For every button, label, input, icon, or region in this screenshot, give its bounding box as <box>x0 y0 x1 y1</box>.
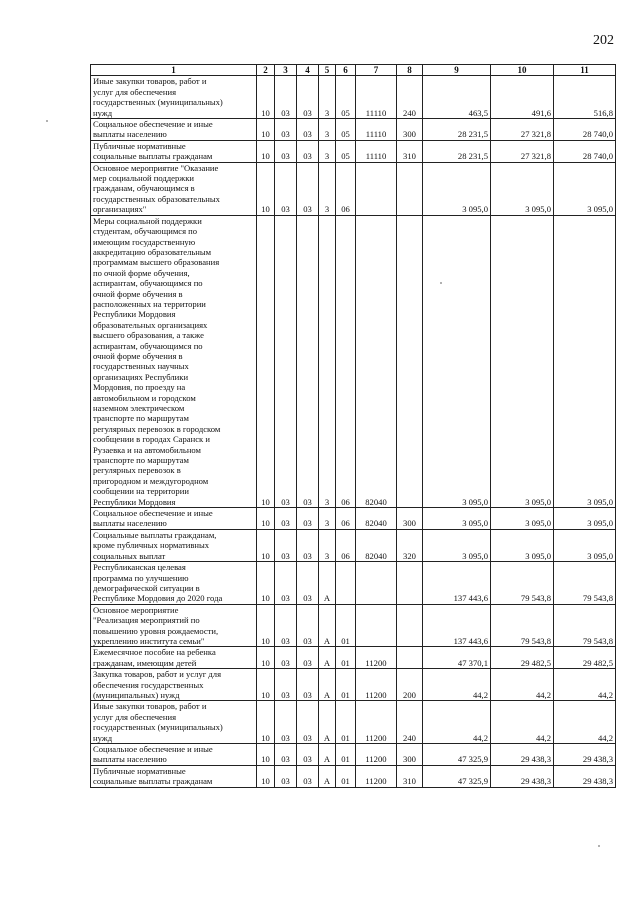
amount-col-11: 3 095,0 <box>554 508 616 530</box>
amount-col-9: 463,5 <box>423 76 491 119</box>
amount-col-10: 3 095,0 <box>491 529 554 561</box>
amount-col-9: 47 370,1 <box>423 647 491 669</box>
amount-col-9: 44,2 <box>423 701 491 744</box>
expense-type-code <box>397 215 423 507</box>
section-code: 10 <box>257 119 275 141</box>
expense-type-code: 300 <box>397 508 423 530</box>
row-name: Основное мероприятие "Реализация мероприятий по повышению уровня рождаемости, укреплению института семьи" <box>91 604 257 647</box>
measure-code: 01 <box>336 647 356 669</box>
subprogram-code: А <box>319 562 336 605</box>
subsection-code: 03 <box>275 701 297 744</box>
amount-col-11: 79 543,8 <box>554 562 616 605</box>
table-row <box>91 162 616 215</box>
row-name: Ежемесячное пособие на ребенка гражданам, имеющим детей <box>91 647 257 669</box>
column-header: 8 <box>397 65 423 76</box>
row-name: Закупка товаров, работ и услуг для обеспечения государственных (муниципальных) нужд <box>91 669 257 701</box>
column-header: 9 <box>423 65 491 76</box>
subprogram-code: 3 <box>319 119 336 141</box>
amount-col-10: 3 095,0 <box>491 508 554 530</box>
amount-col-10: 29 482,5 <box>491 647 554 669</box>
column-header: 7 <box>356 65 397 76</box>
subprogram-code: 3 <box>319 76 336 119</box>
expense-type-code <box>397 162 423 215</box>
program-code: 03 <box>297 701 319 744</box>
expense-type-code: 200 <box>397 669 423 701</box>
subsection-code: 03 <box>275 76 297 119</box>
amount-col-9: 3 095,0 <box>423 215 491 507</box>
expense-type-code <box>397 604 423 647</box>
section-code: 10 <box>257 701 275 744</box>
subsection-code: 03 <box>275 669 297 701</box>
amount-col-11: 516,8 <box>554 76 616 119</box>
scan-speck <box>598 845 600 847</box>
column-header: 10 <box>491 65 554 76</box>
direction-code <box>356 562 397 605</box>
direction-code: 82040 <box>356 215 397 507</box>
direction-code: 11200 <box>356 669 397 701</box>
program-code: 03 <box>297 119 319 141</box>
page-number: 202 <box>593 33 614 48</box>
amount-col-9: 3 095,0 <box>423 162 491 215</box>
row-name: Иные закупки товаров, работ и услуг для обеспечения государственных (муниципальных) нужд <box>91 701 257 744</box>
program-code: 03 <box>297 765 319 787</box>
amount-col-10: 79 543,8 <box>491 562 554 605</box>
subprogram-code: 3 <box>319 140 336 162</box>
subprogram-code: А <box>319 765 336 787</box>
table-row <box>91 215 616 507</box>
amount-col-11: 3 095,0 <box>554 215 616 507</box>
subsection-code: 03 <box>275 508 297 530</box>
amount-col-9: 3 095,0 <box>423 508 491 530</box>
section-code: 10 <box>257 744 275 766</box>
section-code: 10 <box>257 529 275 561</box>
table-row <box>91 76 616 119</box>
amount-col-11: 29 482,5 <box>554 647 616 669</box>
expense-type-code: 240 <box>397 701 423 744</box>
amount-col-11: 79 543,8 <box>554 604 616 647</box>
section-code: 10 <box>257 765 275 787</box>
expense-type-code: 240 <box>397 76 423 119</box>
measure-code <box>336 562 356 605</box>
amount-col-10: 44,2 <box>491 701 554 744</box>
subsection-code: 03 <box>275 119 297 141</box>
direction-code: 11200 <box>356 647 397 669</box>
subsection-code: 03 <box>275 647 297 669</box>
row-name: Публичные нормативные социальные выплаты гражданам <box>91 140 257 162</box>
measure-code: 01 <box>336 765 356 787</box>
subsection-code: 03 <box>275 604 297 647</box>
subsection-code: 03 <box>275 562 297 605</box>
section-code: 10 <box>257 604 275 647</box>
program-code: 03 <box>297 76 319 119</box>
column-header: 3 <box>275 65 297 76</box>
program-code: 03 <box>297 562 319 605</box>
table-row <box>91 119 616 141</box>
direction-code: 11110 <box>356 119 397 141</box>
amount-col-10: 29 438,3 <box>491 744 554 766</box>
subsection-code: 03 <box>275 765 297 787</box>
amount-col-9: 28 231,5 <box>423 119 491 141</box>
subprogram-code: 3 <box>319 162 336 215</box>
subprogram-code: 3 <box>319 508 336 530</box>
program-code: 03 <box>297 508 319 530</box>
amount-col-10: 27 321,8 <box>491 119 554 141</box>
section-code: 10 <box>257 669 275 701</box>
column-header: 2 <box>257 65 275 76</box>
program-code: 03 <box>297 669 319 701</box>
direction-code: 11200 <box>356 701 397 744</box>
amount-col-11: 44,2 <box>554 669 616 701</box>
amount-col-9: 137 443,6 <box>423 604 491 647</box>
subsection-code: 03 <box>275 140 297 162</box>
direction-code: 82040 <box>356 508 397 530</box>
amount-col-9: 3 095,0 <box>423 529 491 561</box>
measure-code: 06 <box>336 215 356 507</box>
expense-type-code: 320 <box>397 529 423 561</box>
row-name: Социальные выплаты гражданам, кроме публичных нормативных социальных выплат <box>91 529 257 561</box>
table-row <box>91 529 616 561</box>
measure-code: 01 <box>336 744 356 766</box>
amount-col-11: 29 438,3 <box>554 744 616 766</box>
section-code: 10 <box>257 162 275 215</box>
measure-code: 05 <box>336 76 356 119</box>
expense-type-code <box>397 562 423 605</box>
amount-col-9: 137 443,6 <box>423 562 491 605</box>
amount-col-11: 28 740,0 <box>554 119 616 141</box>
program-code: 03 <box>297 744 319 766</box>
program-code: 03 <box>297 647 319 669</box>
expense-type-code: 310 <box>397 765 423 787</box>
direction-code: 11110 <box>356 140 397 162</box>
amount-col-11: 3 095,0 <box>554 162 616 215</box>
amount-col-10: 491,6 <box>491 76 554 119</box>
program-code: 03 <box>297 140 319 162</box>
direction-code: 11200 <box>356 765 397 787</box>
row-name: Республиканская целевая программа по улучшению демографической ситуации в Республике Мордовия до 2020 года <box>91 562 257 605</box>
row-name: Меры социальной поддержки студентам, обучающимся по имеющим государственную аккредитацию образовательным программам высшего образования по очной форме обучения, аспирантам, обучающимся по очной форме обучения в расположенных на территории Республики Мордовия образовательных организациях высшего образования, а также аспирантам, обучающимся по очной форме обучения в государственных научных организациях Республики Мордовия, по проезду на автомобильном и городском наземном электрическом транспорте по маршрутам регулярных перевозок в городском сообщении в городах Саранск и Рузаевка и на автомобильном транспорте по маршрутам регулярных перевозок в пригородном и междугородном сообщении на территории Республики Мордовия <box>91 215 257 507</box>
table-row <box>91 508 616 530</box>
program-code: 03 <box>297 529 319 561</box>
row-name: Основное мероприятие "Оказание мер социальной поддержки гражданам, обучающимся в государственных образовательных организациях" <box>91 162 257 215</box>
row-name: Социальное обеспечение и иные выплаты населению <box>91 119 257 141</box>
direction-code: 82040 <box>356 529 397 561</box>
table-row <box>91 744 616 766</box>
amount-col-11: 44,2 <box>554 701 616 744</box>
amount-col-10: 29 438,3 <box>491 765 554 787</box>
expense-type-code: 310 <box>397 140 423 162</box>
section-code: 10 <box>257 140 275 162</box>
column-header: 1 <box>91 65 257 76</box>
amount-col-10: 3 095,0 <box>491 215 554 507</box>
amount-col-9: 44,2 <box>423 669 491 701</box>
direction-code <box>356 162 397 215</box>
table-row <box>91 140 616 162</box>
column-header: 4 <box>297 65 319 76</box>
section-code: 10 <box>257 76 275 119</box>
direction-code <box>356 604 397 647</box>
row-name: Социальное обеспечение и иные выплаты населению <box>91 744 257 766</box>
table-row <box>91 562 616 605</box>
program-code: 03 <box>297 162 319 215</box>
row-name: Публичные нормативные социальные выплаты гражданам <box>91 765 257 787</box>
subsection-code: 03 <box>275 162 297 215</box>
subprogram-code: 3 <box>319 215 336 507</box>
subsection-code: 03 <box>275 215 297 507</box>
measure-code: 06 <box>336 508 356 530</box>
amount-col-10: 27 321,8 <box>491 140 554 162</box>
program-code: 03 <box>297 604 319 647</box>
subprogram-code: А <box>319 647 336 669</box>
direction-code: 11110 <box>356 76 397 119</box>
expense-type-code <box>397 647 423 669</box>
amount-col-9: 28 231,5 <box>423 140 491 162</box>
measure-code: 01 <box>336 701 356 744</box>
amount-col-11: 29 438,3 <box>554 765 616 787</box>
row-name: Социальное обеспечение и иные выплаты населению <box>91 508 257 530</box>
header-row <box>91 65 616 76</box>
column-header: 6 <box>336 65 356 76</box>
amount-col-9: 47 325,9 <box>423 765 491 787</box>
scan-speck <box>46 120 48 122</box>
table-row <box>91 669 616 701</box>
section-code: 10 <box>257 508 275 530</box>
subprogram-code: А <box>319 701 336 744</box>
direction-code: 11200 <box>356 744 397 766</box>
table-row <box>91 765 616 787</box>
amount-col-9: 47 325,9 <box>423 744 491 766</box>
amount-col-10: 44,2 <box>491 669 554 701</box>
row-name: Иные закупки товаров, работ и услуг для обеспечения государственных (муниципальных) нужд <box>91 76 257 119</box>
measure-code: 06 <box>336 162 356 215</box>
subsection-code: 03 <box>275 529 297 561</box>
section-code: 10 <box>257 647 275 669</box>
table-row <box>91 604 616 647</box>
measure-code: 01 <box>336 669 356 701</box>
amount-col-10: 79 543,8 <box>491 604 554 647</box>
measure-code: 05 <box>336 140 356 162</box>
amount-col-11: 3 095,0 <box>554 529 616 561</box>
program-code: 03 <box>297 215 319 507</box>
measure-code: 06 <box>336 529 356 561</box>
subprogram-code: А <box>319 669 336 701</box>
amount-col-10: 3 095,0 <box>491 162 554 215</box>
column-header: 11 <box>554 65 616 76</box>
expense-type-code: 300 <box>397 744 423 766</box>
column-header: 5 <box>319 65 336 76</box>
subprogram-code: 3 <box>319 529 336 561</box>
subprogram-code: А <box>319 604 336 647</box>
measure-code: 05 <box>336 119 356 141</box>
measure-code: 01 <box>336 604 356 647</box>
subprogram-code: А <box>319 744 336 766</box>
table-row <box>91 647 616 669</box>
subsection-code: 03 <box>275 744 297 766</box>
budget-table <box>90 64 616 788</box>
amount-col-11: 28 740,0 <box>554 140 616 162</box>
section-code: 10 <box>257 562 275 605</box>
section-code: 10 <box>257 215 275 507</box>
table-row <box>91 701 616 744</box>
expense-type-code: 300 <box>397 119 423 141</box>
